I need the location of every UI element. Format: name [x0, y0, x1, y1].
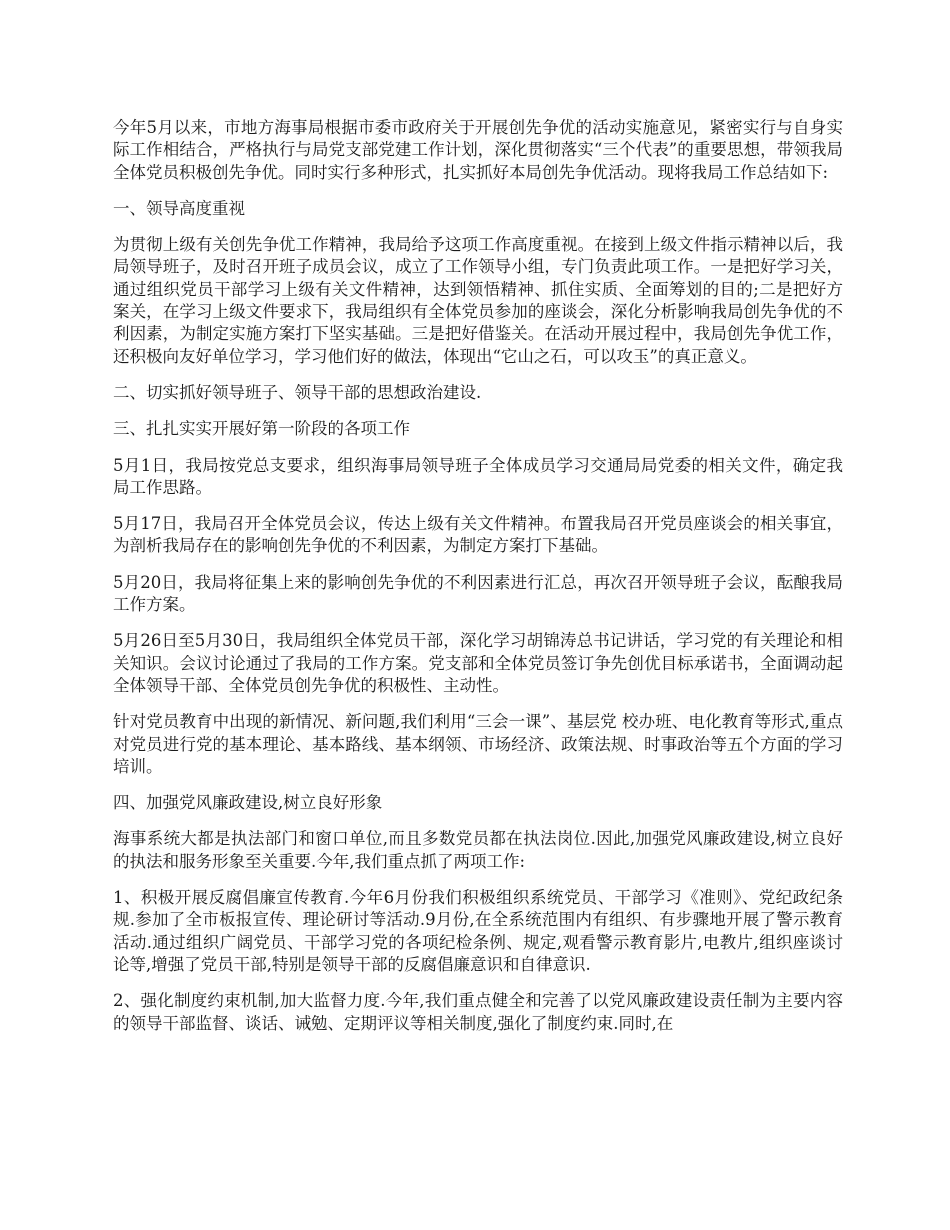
section-3-paragraph-may-17: 5月17日，我局召开全体党员会议，传达上级有关文件精神。布置我局召开党员座谈会的相关事宜，为剖析我局存在的影响创先争优的不利因素，为制定方案打下基础。: [113, 514, 843, 556]
section-3-paragraph-may-26: 5月26日至5月30日，我局组织全体党员干部，深化学习胡锦涛总书记讲话，学习党的有关理论和相关知识。会议讨论通过了我局的工作方案。党支部和全体党员签订争先创优目标承诺书，全面调动起全体领导干部、全体党员创先争优的积极性、主动性。: [113, 631, 843, 695]
section-4-item-1: 1、积极开展反腐倡廉宣传教育.今年6月份我们积极组织系统党员、干部学习《准则》、党纪政纪条规.参加了全市板报宣传、理论研讨等活动.9月份,在全系统范围内有组织、有步骤地开展了警示教育活动.通过组织广阔党员、干部学习党的各项纪检条例、规定,观看警示教育影片,电教片,组织座谈讨论等,增强了党员干部,特别是领导干部的反腐倡廉意识和自律意识.: [113, 888, 843, 974]
section-heading-1: 一、领导高度重视: [113, 198, 245, 218]
section-1-paragraph: 为贯彻上级有关创先争优工作精神，我局给予这项工作高度重视。在接到上级文件指示精神以后，我局领导班子，及时召开班子成员会议，成立了工作领导小组，专门负责此项工作。一是把好学习关，通过组织党员干部学习上级有关文件精神，达到领悟精神、抓住实质、全面筹划的目的;二是把好方案关，在学习上级文件要求下，我局组织有全体党员参加的座谈会，深化分析影响我局创先争优的不利因素，为制定实施方案打下坚实基础。三是把好借鉴关。在活动开展过程中，我局创先争优工作，还积极向友好单位学习，学习他们好的做法，体现出“它山之石，可以攻玉”的真正意义。: [113, 235, 843, 366]
section-heading-3: 三、扎扎实实开展好第一阶段的各项工作: [113, 419, 410, 439]
section-3-paragraph-training: 针对党员教育中出现的新情况、新问题,我们利用“三会一课”、基层党 校办班、电化教育等形式,重点对党员进行党的基本理论、基本路线、基本纲领、市场经济、政策法规、时事政治等五个方面的学习培训。: [113, 712, 843, 776]
section-3-paragraph-may-20: 5月20日，我局将征集上来的影响创先争优的不利因素进行汇总，再次召开领导班子会议，酝酿我局工作方案。: [113, 572, 843, 615]
section-4-item-2: 2、强化制度约束机制,加大监督力度.今年,我们重点健全和完善了以党风廉政建设责任制为主要内容的领导干部监督、谈话、诫勉、定期评议等相关制度,强化了制度约束.同时,在: [113, 991, 843, 1033]
section-3-paragraph-may-1: 5月1日，我局按党总支要求，组织海事局领导班子全体成员学习交通局局党委的相关文件，确定我局工作思路。: [113, 455, 843, 497]
section-heading-4: 四、加强党风廉政建设,树立良好形象: [113, 793, 383, 813]
section-4-paragraph-intro: 海事系统大都是执法部门和窗口单位,而且多数党员都在执法岗位.因此,加强党风廉政建设,树立良好的执法和服务形象至关重要.今年,我们重点抓了两项工作:: [113, 829, 843, 871]
section-heading-2: 二、切实抓好领导班子、领导干部的思想政治建设.: [113, 382, 482, 402]
document-body: [113, 117, 843, 1049]
intro-paragraph: 今年5月以来，市地方海事局根据市委市政府关于开展创先争优的活动实施意见，紧密实行与自身实际工作相结合，严格执行与局党支部党建工作计划，深化贯彻落实“三个代表”的重要思想，带领我局全体党员积极创先争优。同时实行多种形式，扎实抓好本局创先争优活动。现将我局工作总结如下:: [113, 118, 843, 182]
